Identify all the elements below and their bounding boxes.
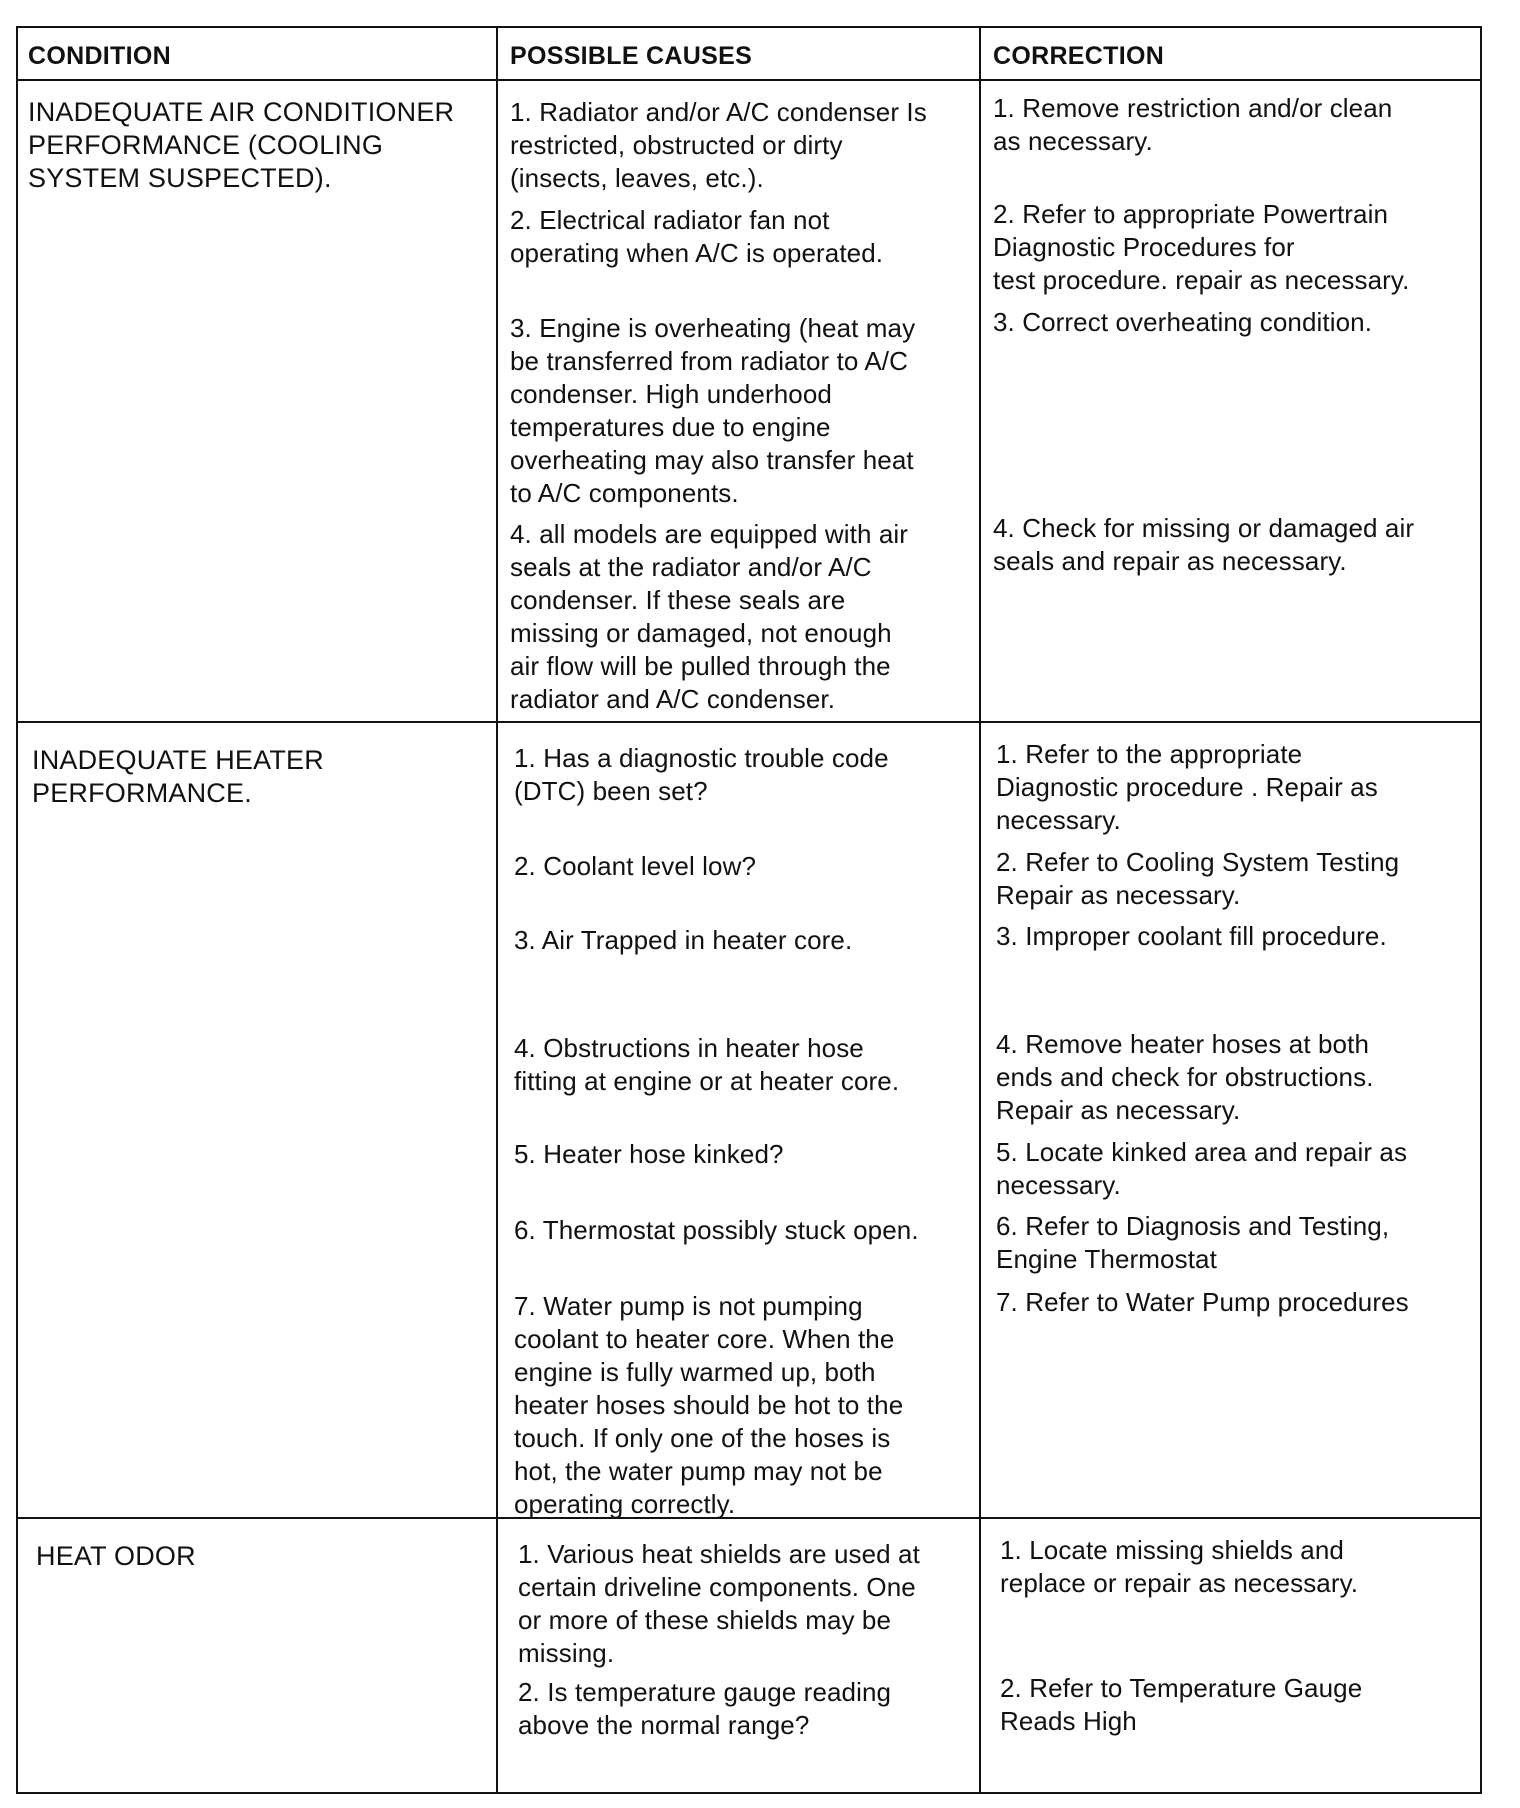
correction-item: 6. Refer to Diagnosis and Testing, Engine Thermostat bbox=[996, 1211, 1390, 1274]
correction-item: 4. Check for missing or damaged air seals and repair as necessary. bbox=[993, 513, 1415, 576]
correction-item: 5. Locate kinked area and repair as necessary. bbox=[996, 1137, 1408, 1200]
correction-item: 3. Correct overheating condition. bbox=[993, 307, 1373, 337]
cause-item: 2. Coolant level low? bbox=[514, 851, 757, 881]
cause-item: 1. Radiator and/or A/C condenser Is restricted, obstructed or dirty (insects, leaves, etc.). bbox=[510, 97, 927, 193]
header-condition: CONDITION bbox=[28, 42, 171, 70]
header-correction: CORRECTION bbox=[993, 42, 1165, 70]
correction-item: 1. Locate missing shields and replace or repair as necessary. bbox=[1000, 1535, 1359, 1598]
correction-item: 1. Refer to the appropriate Diagnostic procedure . Repair as necessary. bbox=[996, 739, 1378, 835]
cause-item: 4. Obstructions in heater hose fitting at engine or at heater core. bbox=[514, 1033, 900, 1096]
cause-item: 1. Various heat shields are used at certain driveline components. One or more of these shields may be missing. bbox=[518, 1539, 920, 1668]
cause-item: 3. Air Trapped in heater core. bbox=[514, 925, 853, 955]
correction-item: 3. Improper coolant fill procedure. bbox=[996, 921, 1387, 951]
cause-item: 5. Heater hose kinked? bbox=[514, 1139, 784, 1169]
column-divider-2 bbox=[979, 28, 981, 1792]
correction-item: 4. Remove heater hoses at both ends and check for obstructions. Repair as necessary. bbox=[996, 1029, 1374, 1125]
diagnosis-table bbox=[16, 26, 1482, 1794]
condition-heater-performance: INADEQUATE HEATER PERFORMANCE. bbox=[32, 745, 324, 808]
cause-item: 1. Has a diagnostic trouble code (DTC) been set? bbox=[514, 743, 889, 806]
cause-item: 2. Electrical radiator fan not operating when A/C is operated. bbox=[510, 205, 884, 268]
correction-item: 2. Refer to Temperature Gauge Reads High bbox=[1000, 1673, 1363, 1736]
correction-item: 2. Refer to Cooling System Testing Repair as necessary. bbox=[996, 847, 1400, 910]
header-divider bbox=[18, 79, 1480, 81]
header-possible-causes: POSSIBLE CAUSES bbox=[510, 42, 753, 70]
row-divider-1 bbox=[18, 721, 1480, 723]
cause-item: 2. Is temperature gauge reading above the normal range? bbox=[518, 1677, 892, 1740]
cause-item: 6. Thermostat possibly stuck open. bbox=[514, 1215, 919, 1245]
correction-item: 2. Refer to appropriate Powertrain Diagnostic Procedures for test procedure. repair as necessary. bbox=[993, 199, 1410, 295]
cause-item: 3. Engine is overheating (heat may be transferred from radiator to A/C condenser. High underhood temperatures due to engine overheating may also transfer heat to A/C components. bbox=[510, 313, 916, 508]
correction-item: 7. Refer to Water Pump procedures bbox=[996, 1287, 1409, 1317]
condition-heat-odor: HEAT ODOR bbox=[36, 1541, 196, 1571]
column-divider-1 bbox=[496, 28, 498, 1792]
condition-ac-performance: INADEQUATE AIR CONDITIONER PERFORMANCE (COOLING SYSTEM SUSPECTED). bbox=[28, 97, 455, 193]
cause-item: 4. all models are equipped with air seals at the radiator and/or A/C condenser. If these seals are missing or damaged, not enough air flow will be pulled through the radiator and A/C condenser. bbox=[510, 519, 909, 714]
correction-item: 1. Remove restriction and/or clean as necessary. bbox=[993, 93, 1393, 156]
cause-item: 7. Water pump is not pumping coolant to heater core. When the engine is fully warmed up, both heater hoses should be hot to the touch. If only one of the hoses is hot, the water pump may not be operating correctly. bbox=[514, 1291, 904, 1519]
